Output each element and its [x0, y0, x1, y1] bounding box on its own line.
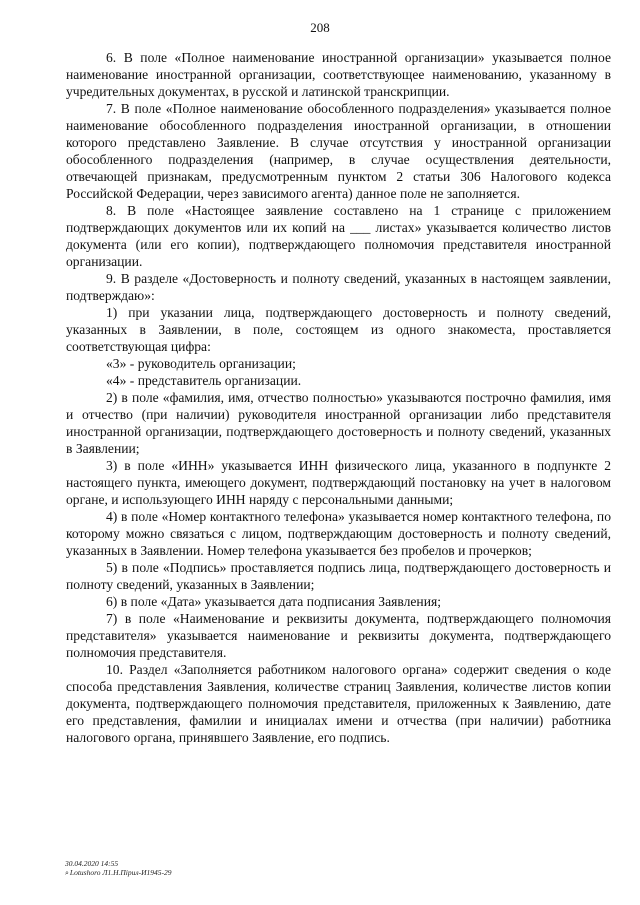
paragraph-subitem-1-person-digit: 1) при указании лица, подтверждающего достоверность и полноту сведений, указанных в Заявлении, в поле, состоящем из одного знакоместа, проставляется соответствующая цифра:	[66, 305, 611, 354]
paragraph-item-9-section-header: 9. В разделе «Достоверность и полноту сведений, указанных в настоящем заявлении, подтверждаю»:	[66, 271, 611, 303]
document-body	[66, 49, 611, 746]
paragraph-item-8-pages-count: 8. В поле «Настоящее заявление составлено на 1 странице с приложением подтверждающих документов или их копий на ___ листах» указывается количество листов документа (или его копии), подтверждающего полномочия представителя иностранной организации.	[66, 203, 611, 269]
paragraph-subitem-5-signature: 5) в поле «Подпись» проставляется подпись лица, подтверждающего достоверность и полноту сведений, указанных в Заявлении;	[66, 560, 611, 592]
paragraph-subitem-2-fio: 2) в поле «фамилия, имя, отчество полностью» указываются построчно фамилия, имя и отчество (при наличии) руководителя иностранной организации либо представителя иностранной организации, подтверждающего достоверность и полноту сведений, указанных в Заявлении;	[66, 390, 611, 456]
paragraph-subitem-7-document: 7) в поле «Наименование и реквизиты документа, подтверждающего полномочия представителя» указывается наименование и реквизиты документа, подтверждающего полномочия представителя.	[66, 611, 611, 660]
paragraph-item-6-full-name-foreign-org: 6. В поле «Полное наименование иностранной организации» указывается полное наименование иностранной организации, соответствующее наименованию, указанному в учредительных документах, в русской и латинской транскрипции.	[66, 50, 611, 99]
paragraph-subitem-6-date: 6) в поле «Дата» указывается дата подписания Заявления;	[106, 594, 442, 609]
document-footer	[65, 859, 172, 878]
paragraph-item-10-tax-officer: 10. Раздел «Заполняется работником налогового органа» содержит сведения о коде способа представления Заявления, количестве страниц Заявления, количестве листов копии документа, подтверждающего полномочия представителя, приложенных к Заявлению, дате его представления, фамилии и инициалах имени и отчества (при наличии) работника налогового органа, принявшего Заявление, его подпись.	[66, 662, 611, 745]
paragraph-digit-3: «3» - руководитель организации;	[106, 356, 296, 371]
paragraph-digit-4: «4» - представитель организации.	[106, 373, 302, 388]
link-icon: ⌕	[65, 869, 69, 877]
paragraph-item-7-full-name-subdivision: 7. В поле «Полное наименование обособленного подразделения» указывается полное наименование обособленного подразделения иностранной организации, в отношении которого представлено Заявление. В случае отсутствия у иностранной организации обособленного подразделения (например, в случае осуществления деятельности, отвечающей признакам, предусмотренным пунктом 2 статьи 306 Налогового кодекса Российской Федерации, через зависимого агента) данное поле не заполняется.	[66, 101, 611, 201]
page-number: 208	[310, 20, 330, 35]
footer-timestamp: 30.04.2020 14:55	[65, 859, 119, 868]
paragraph-subitem-3-inn: 3) в поле «ИНН» указывается ИНН физического лица, указанного в подпункте 2 настоящего пункта, имеющего документ, подтверждающий постановку на учет в налоговом органе, и использующего ИНН наряду с персональными данными;	[66, 458, 611, 507]
paragraph-subitem-4-phone: 4) в поле «Номер контактного телефона» указывается номер контактного телефона, по которому можно связаться с лицом, подтверждающим достоверность и полноту сведений, указанных в Заявлении. Номер телефона указывается без пробелов и прочерков;	[66, 509, 611, 558]
footer-file-path: Lotushoro Л1.Н.Пiрил-И1945-29	[69, 868, 172, 877]
footer-file-path-line	[65, 868, 172, 878]
